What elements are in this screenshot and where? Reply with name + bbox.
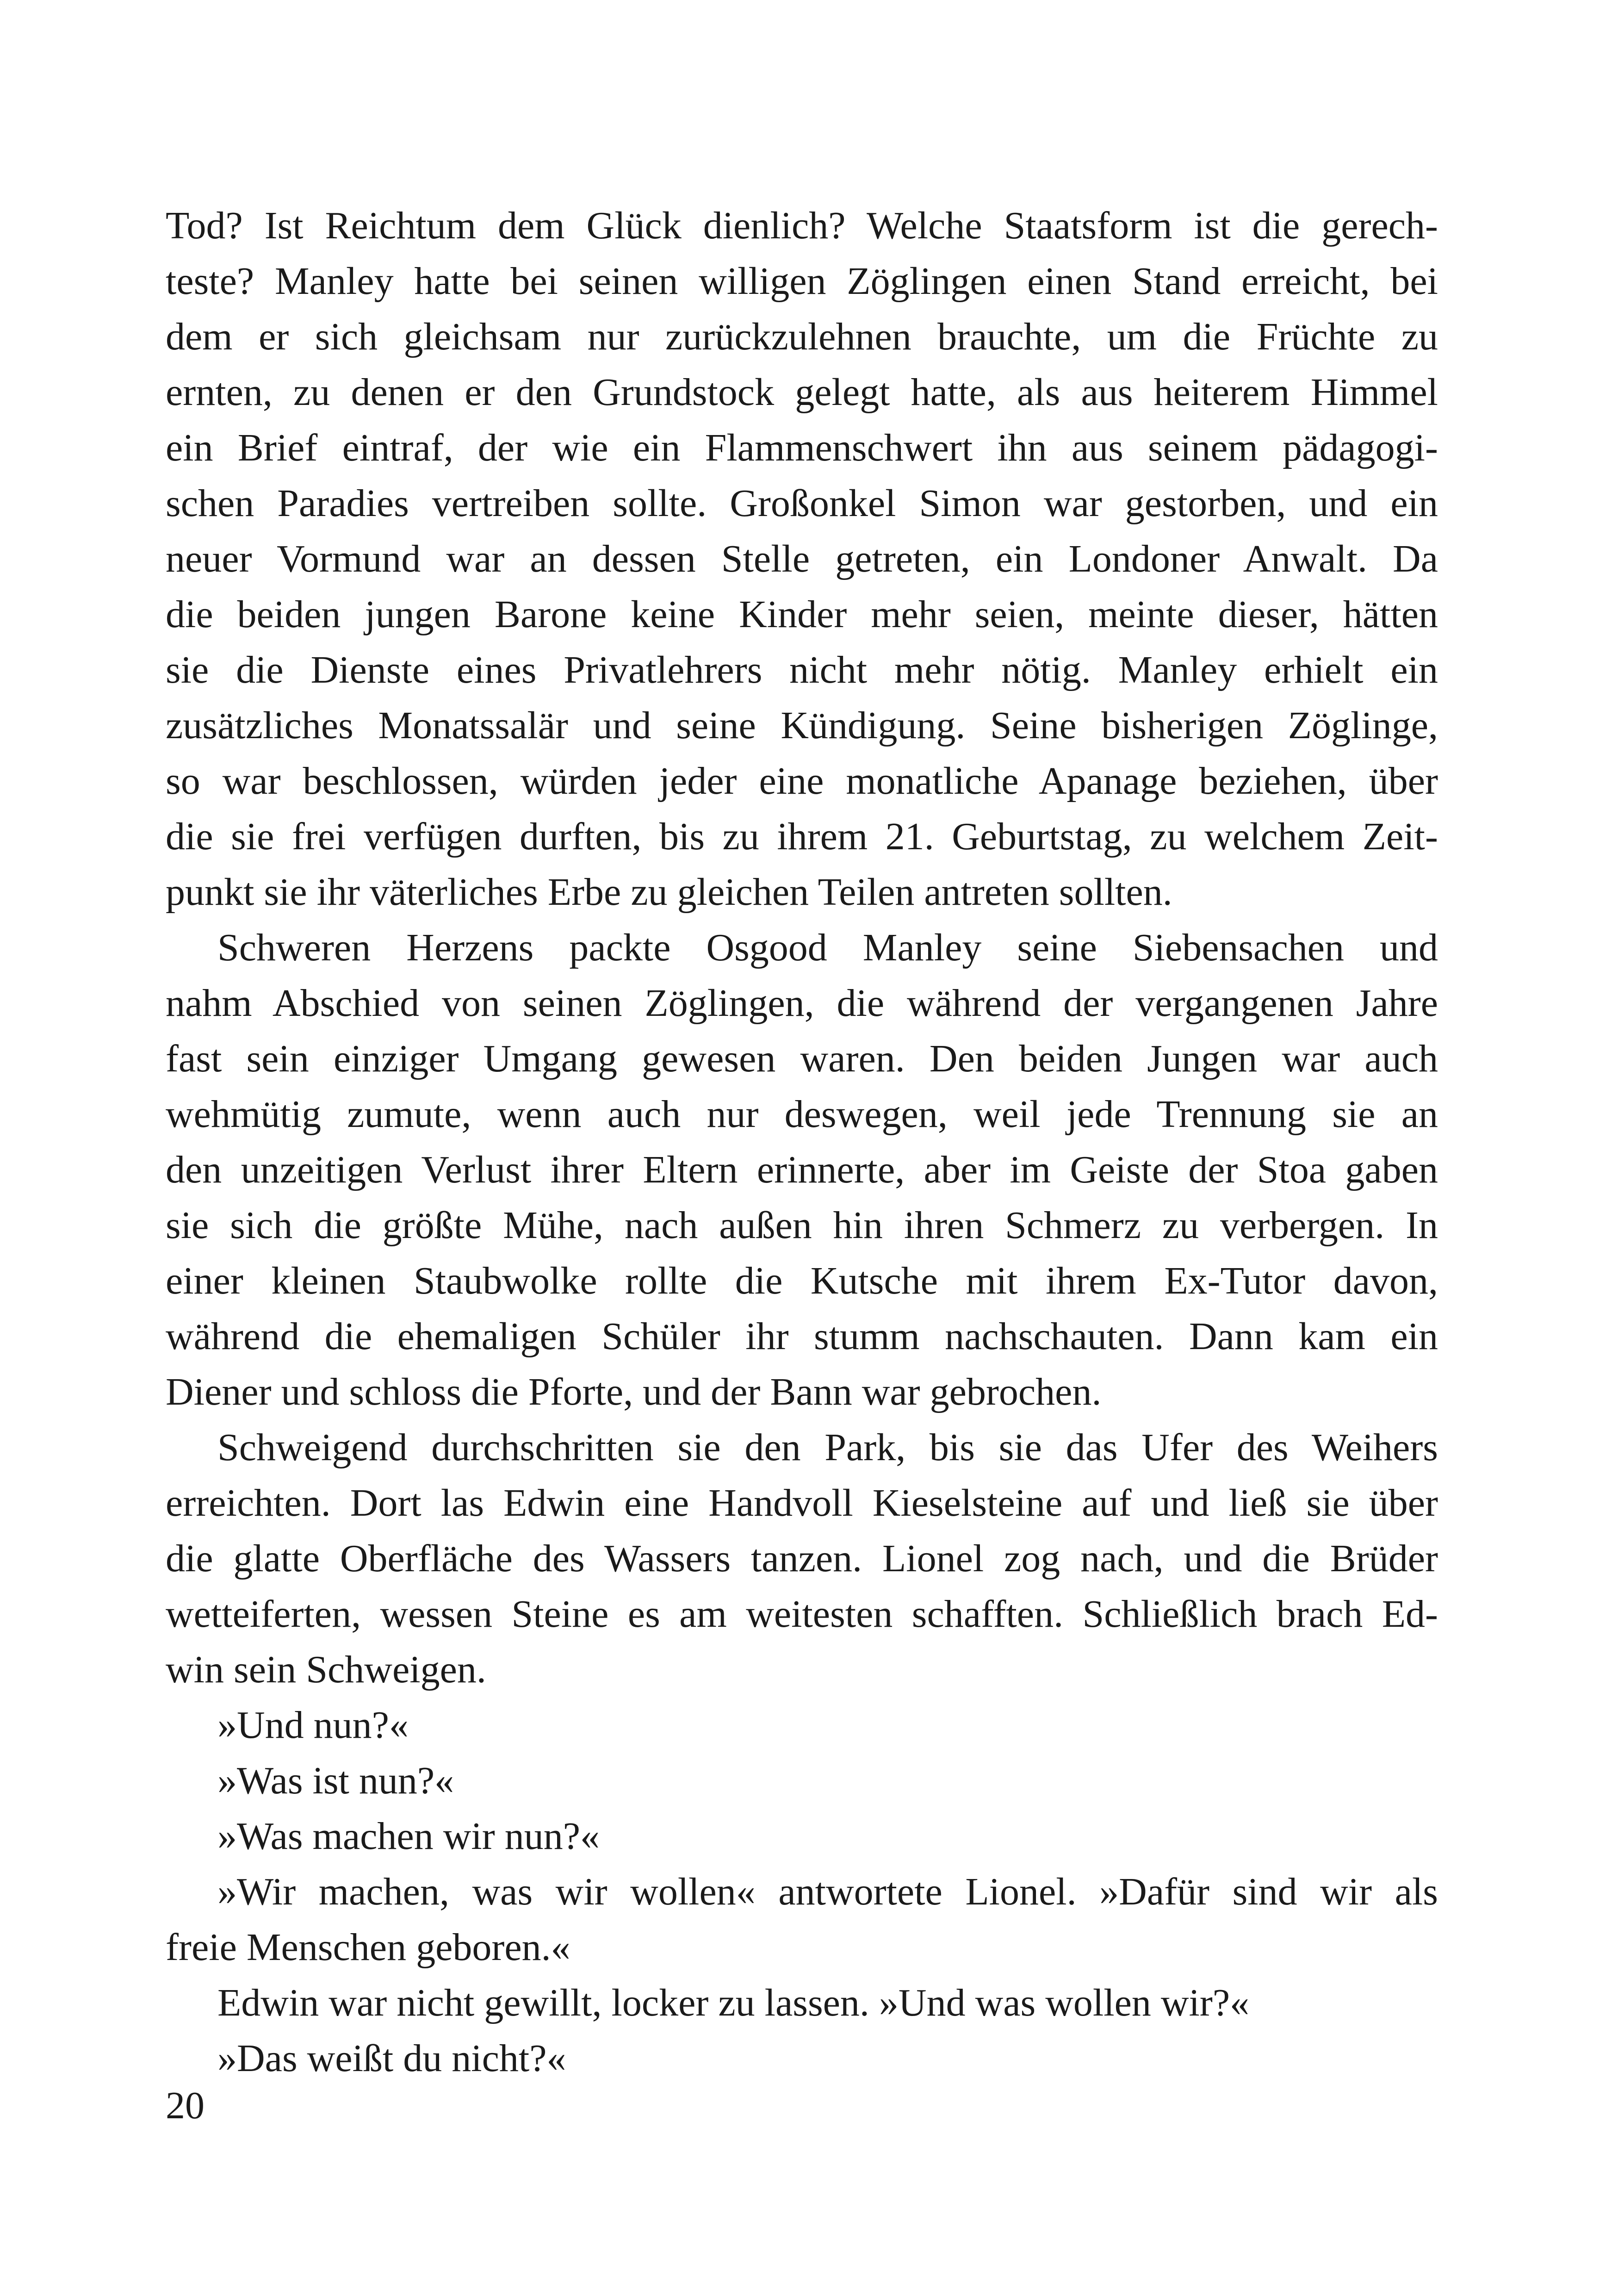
text-line: punkt sie ihr väterliches Erbe zu gleichen Teilen antreten sollten. xyxy=(166,871,1172,914)
text-line: einer kleinen Staubwolke rollte die Kutsche mit ihrem Ex-Tutor davon, xyxy=(166,1259,1438,1302)
text-line: ernten, zu denen er den Grundstock gelegt hatte, als aus heiterem Himmel xyxy=(166,371,1438,414)
text-line: erreichten. Dort las Edwin eine Handvoll Kieselsteine auf und ließ sie über xyxy=(166,1481,1438,1524)
text-line: zusätzliches Monatssalär und seine Kündigung. Seine bisherigen Zöglinge, xyxy=(166,704,1438,747)
page-number: 20 xyxy=(166,2084,205,2127)
text-line: wehmütig zumute, wenn auch nur deswegen, weil jede Trennung sie an xyxy=(166,1093,1438,1136)
text-line: neuer Vormund war an dessen Stelle getreten, ein Londoner Anwalt. Da xyxy=(166,537,1438,580)
text-line: fast sein einziger Umgang gewesen waren. Den beiden Jungen war auch xyxy=(166,1037,1438,1080)
text-line: während die ehemaligen Schüler ihr stumm nachschauten. Dann kam ein xyxy=(166,1315,1438,1358)
text-line: schen Paradies vertreiben sollte. Großonkel Simon war gestorben, und ein xyxy=(166,482,1438,525)
text-line: die glatte Oberfläche des Wassers tanzen. Lionel zog nach, und die Brüder xyxy=(166,1537,1438,1580)
body-text xyxy=(166,198,1438,2086)
text-line: »Das weißt du nicht?« xyxy=(217,2037,566,2080)
text-line: den unzeitigen Verlust ihrer Eltern erinnerte, aber im Geiste der Stoa gaben xyxy=(166,1148,1438,1191)
text-line: Tod? Ist Reichtum dem Glück dienlich? Welche Staatsform ist die gerech- xyxy=(166,204,1438,247)
text-line: die sie frei verfügen durften, bis zu ihrem 21. Geburtstag, zu welchem Zeit- xyxy=(166,815,1438,858)
text-line: »Was machen wir nun?« xyxy=(217,1815,600,1858)
text-line: Schweren Herzens packte Osgood Manley seine Siebensachen und xyxy=(217,926,1438,969)
text-line: dem er sich gleichsam nur zurückzulehnen brauchte, um die Früchte zu xyxy=(166,315,1438,358)
text-line: »Wir machen, was wir wollen« antwortete Lionel. »Dafür sind wir als xyxy=(217,1870,1438,1913)
text-line: »Was ist nun?« xyxy=(217,1759,454,1802)
text-line: so war beschlossen, würden jeder eine monatliche Apanage beziehen, über xyxy=(166,759,1438,803)
text-line: ein Brief eintraf, der wie ein Flammenschwert ihn aus seinem pädagogi- xyxy=(166,426,1438,469)
text-line: die beiden jungen Barone keine Kinder mehr seien, meinte dieser, hätten xyxy=(166,593,1438,636)
text-line: freie Menschen geboren.« xyxy=(166,1926,570,1969)
text-line: sie sich die größte Mühe, nach außen hin ihren Schmerz zu verbergen. In xyxy=(166,1204,1438,1247)
text-line: win sein Schweigen. xyxy=(166,1648,486,1691)
text-line: wetteiferten, wessen Steine es am weitesten schafften. Schließlich brach Ed- xyxy=(166,1593,1438,1636)
text-line: teste? Manley hatte bei seinen willigen Zöglingen einen Stand erreicht, bei xyxy=(166,260,1438,303)
text-line: nahm Abschied von seinen Zöglingen, die während der vergangenen Jahre xyxy=(166,982,1438,1025)
text-line: Diener und schloss die Pforte, und der Bann war gebrochen. xyxy=(166,1370,1102,1413)
text-line: »Und nun?« xyxy=(217,1704,409,1747)
text-line: Edwin war nicht gewillt, locker zu lassen. »Und was wollen wir?« xyxy=(217,1981,1250,2024)
text-line: sie die Dienste eines Privatlehrers nicht mehr nötig. Manley erhielt ein xyxy=(166,648,1438,691)
text-line: Schweigend durchschritten sie den Park, bis sie das Ufer des Weihers xyxy=(217,1426,1438,1469)
